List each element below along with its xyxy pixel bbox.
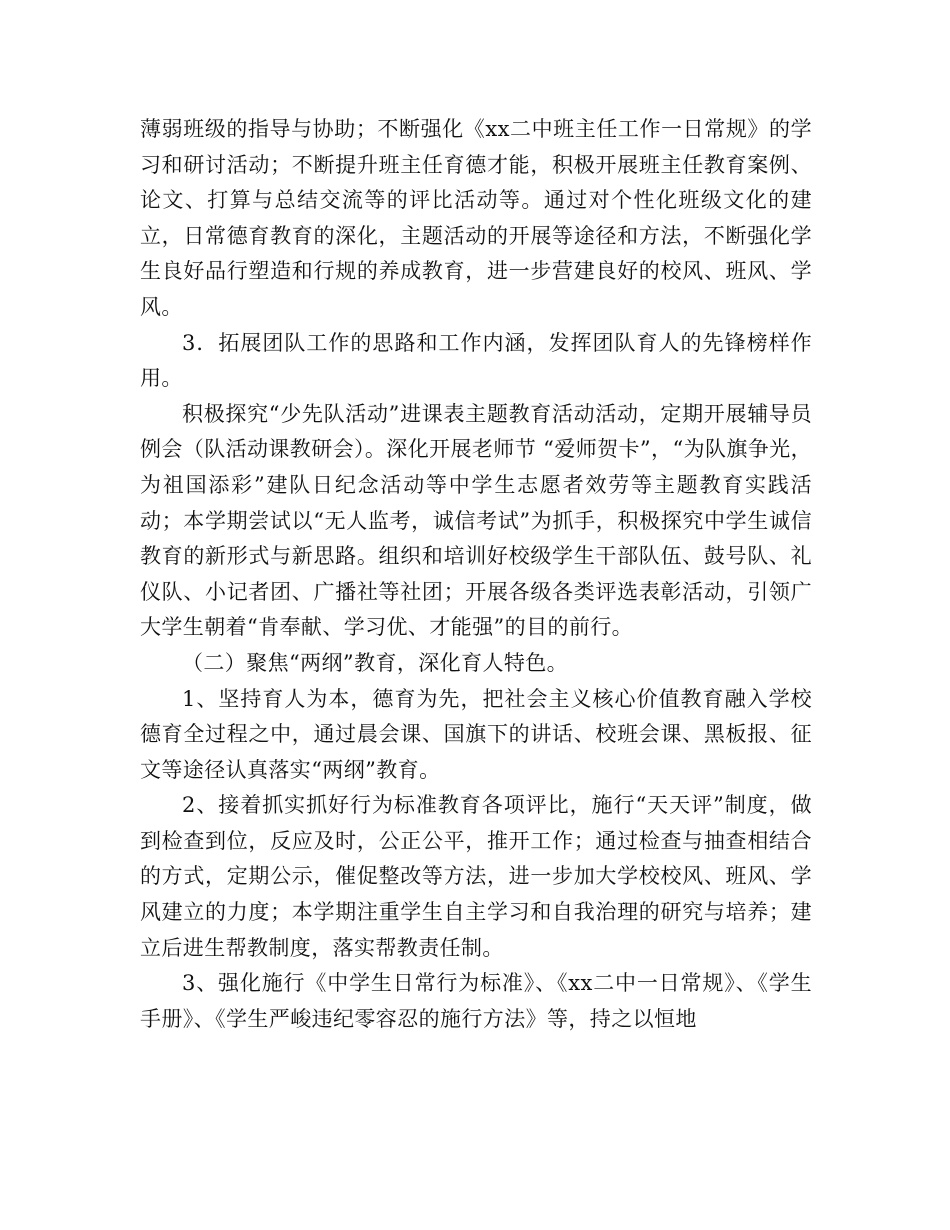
paragraph-item-1: 1、坚持育人为本，德育为先，把社会主义核心价值教育融入学校德育全过程之中，通过晨会课、国旗下的讲话、校班会课、黑板报、征文等途径认真落实“两纲”教育。	[140, 686, 812, 782]
paragraph-continuation: 薄弱班级的指导与协助；不断强化《xx二中班主任工作一日常规》的学习和研讨活动；不断提升班主任育德才能，积极开展班主任教育案例、论文、打算与总结交流等的评比活动等。通过对个性化班级文化的建立，日常德育教育的深化，主题活动的开展等途径和方法，不断强化学生良好品行塑造和行规的养成教育，进一步营建良好的校风、班风、学风。	[140, 117, 812, 319]
paragraph-team-work-heading: 3．拓展团队工作的思路和工作内涵，发挥团队育人的先锋榜样作用。	[140, 330, 812, 391]
paragraph-item-3: 3、强化施行《中学生日常行为标准》、《xx二中一日常规》、《学生手册》、《学生严峻违纪零容忍的施行方法》等，持之以恒地	[140, 971, 812, 1031]
document-body	[140, 112, 812, 1037]
paragraph-young-pioneers: 积极探究“少先队活动”进课表主题教育活动活动，定期开展辅导员例会（队活动课教研会）。深化开展老师节 “爱师贺卡”，“为队旗争光，为祖国添彩”建队日纪念活动等中学生志愿者效劳等主题教育实践活动；本学期尝试以“无人监考，诚信考试”为抓手，积极探究中学生诚信教育的新形式与新思路。组织和培训好校级学生干部队伍、鼓号队、礼仪队、小记者团、广播社等社团；开展各级各类评选表彰活动，引领广大学生朝着“肯奉献、学习优、才能强”的目的前行。	[140, 401, 812, 640]
paragraph-item-2: 2、接着抓实抓好行为标准教育各项评比，施行“天天评”制度，做到检查到位，反应及时，公正公平，推开工作；通过检查与抽查相结合的方式，定期公示，催促整改等方法，进一步加大学校校风、班风、学风建立的力度；本学期注重学生自主学习和自我治理的研究与培养；建立后进生帮教制度，落实帮教责任制。	[140, 793, 812, 960]
section-heading-two-outlines: （二）聚焦“两纲”教育，深化育人特色。	[182, 650, 569, 675]
